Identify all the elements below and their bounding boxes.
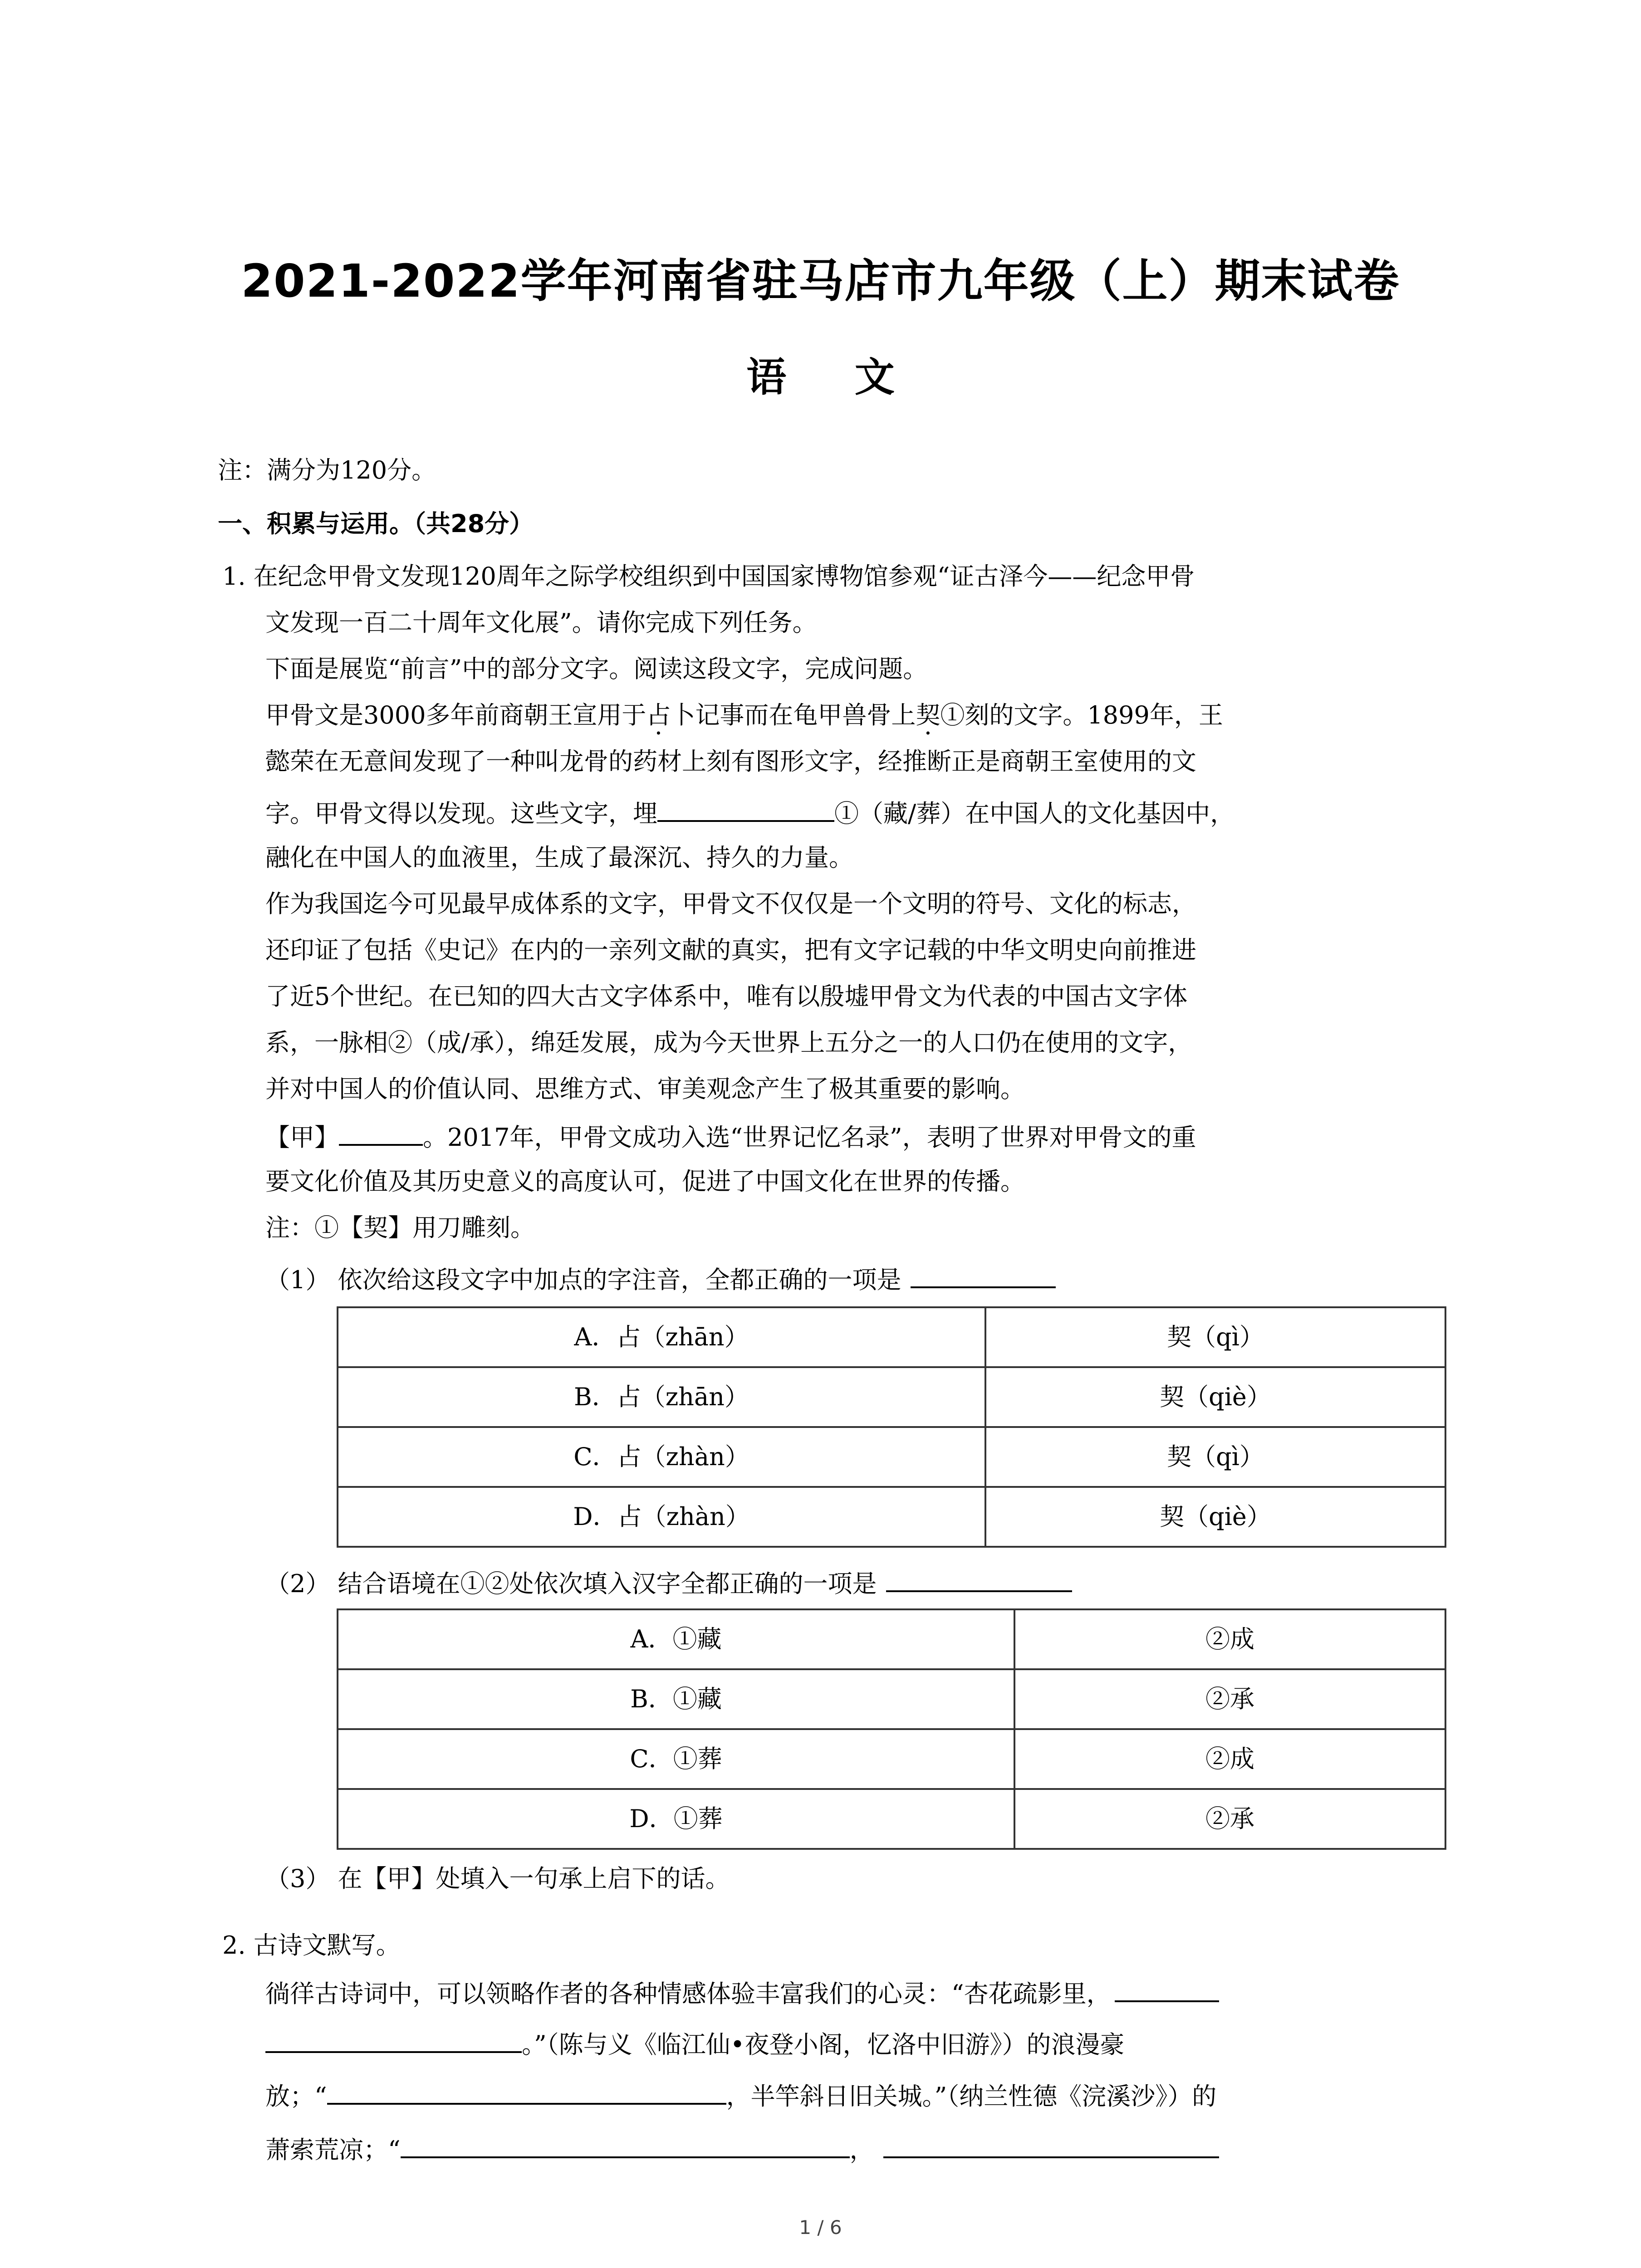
options-table-1 (337, 1306, 1446, 1548)
q1-intro-line-1: 1. 在纪念甲骨文发现120周年之际学校组织到中国国家博物馆参观“证古泽今——纪念甲骨 (222, 562, 1195, 591)
passage-line: 【甲】 。2017年，甲骨文成功入选“世界记忆名录”，表明了世界对甲骨文的重 (265, 1123, 1196, 1152)
option-cell: ②承 (1014, 1669, 1445, 1729)
option-cell: D．①葬 (338, 1789, 1014, 1849)
answer-blank[interactable] (265, 2030, 522, 2053)
subquestion-2: （2） 结合语境在①②处依次填入汉字全都正确的一项是 (265, 1569, 1072, 1596)
option-row[interactable] (338, 1789, 1445, 1849)
q2-line: 徜徉古诗词中，可以领略作者的各种情感体验丰富我们的心灵：“杏花疏影里， (265, 1980, 1219, 2006)
option-cell: 契（qiè） (985, 1367, 1445, 1427)
option-row[interactable] (338, 1487, 1445, 1547)
q2-line: 放；“ ，半竿斜日旧关城。”（纳兰性德《浣溪沙》）的 (265, 2082, 1217, 2111)
passage-line: 字。甲骨文得以发现。这些文字，埋 ①（藏/葬）在中国人的文化基因中， (265, 799, 1235, 828)
passage-line: 系，一脉相②（成/承），绵廷发展，成为今天世界上五分之一的人口仍在使用的文字， (265, 1028, 1193, 1057)
q2-line: 。”（陈与义《临江仙•夜登小阁，忆洛中旧游》）的浪漫豪 (265, 2030, 1124, 2057)
option-row[interactable] (338, 1307, 1445, 1367)
answer-blank[interactable] (339, 1123, 423, 1146)
subject-title: 语 文 (746, 354, 922, 401)
page-number: 1 / 6 (799, 2216, 842, 2239)
subquestion-3: （3） 在【甲】处填入一句承上启下的话。 (265, 1864, 730, 1893)
answer-blank[interactable] (1115, 1980, 1219, 2002)
passage-line: 融化在中国人的血液里，生成了最深沉、持久的力量。 (265, 843, 853, 872)
footnote: 注：①【契】用刀雕刻。 (265, 1213, 535, 1242)
page-title: 2021-2022学年河南省驻马店市九年级（上）期末试卷 (241, 254, 1400, 308)
score-note: 注：满分为120分。 (218, 456, 436, 484)
option-cell: 契（qì） (985, 1427, 1445, 1487)
option-cell: ②承 (1014, 1789, 1445, 1849)
q2-line: 萧索荒凉；“ ， (265, 2136, 1219, 2162)
option-cell: ②成 (1014, 1609, 1445, 1669)
answer-blank[interactable] (911, 1266, 1056, 1288)
subquestion-1: （1） 依次给这段文字中加点的字注音，全都正确的一项是 (265, 1266, 1056, 1292)
passage-line: 懿荣在无意间发现了一种叫龙骨的药材上刻有图形文字，经推断正是商朝王室使用的文 (265, 747, 1196, 776)
option-cell: A．占（zhān） (338, 1307, 985, 1367)
option-cell: C．占（zhàn） (338, 1427, 985, 1487)
option-cell: B．占（zhān） (338, 1367, 985, 1427)
option-cell: 契（qiè） (985, 1487, 1445, 1547)
passage-line: 甲骨文是3000多年前商朝王宣用于占卜记事而在龟甲兽骨上契①刻的文字。1899年，王 (265, 701, 1223, 729)
option-row[interactable] (338, 1729, 1445, 1789)
answer-blank[interactable] (327, 2082, 726, 2105)
options-table-2 (337, 1608, 1446, 1850)
answer-blank[interactable] (886, 1569, 1072, 1592)
answer-blank[interactable] (657, 799, 834, 822)
answer-blank[interactable] (883, 2136, 1219, 2158)
option-row[interactable] (338, 1669, 1445, 1729)
dotted-char: 占 (646, 701, 671, 729)
passage-line: 并对中国人的价值认同、思维方式、审美观念产生了极其重要的影响。 (265, 1075, 1025, 1103)
option-cell: D．占（zhàn） (338, 1487, 985, 1547)
option-row[interactable] (338, 1609, 1445, 1669)
answer-blank[interactable] (401, 2136, 850, 2158)
q1-task: 下面是展览“前言”中的部分文字。阅读这段文字，完成问题。 (265, 655, 928, 683)
option-cell: ②成 (1014, 1729, 1445, 1789)
option-row[interactable] (338, 1427, 1445, 1487)
option-cell: B．①藏 (338, 1669, 1014, 1729)
q2-title: 2. 古诗文默写。 (222, 1931, 401, 1960)
q1-intro-line-2: 文发现一百二十周年文化展”。请你完成下列任务。 (265, 608, 817, 637)
option-cell: 契（qì） (985, 1307, 1445, 1367)
option-cell: A．①藏 (338, 1609, 1014, 1669)
passage-line: 作为我国迄今可见最早成体系的文字，甲骨文不仅仅是一个文明的符号、文化的标志， (265, 890, 1196, 918)
section-heading: 一、积累与运用。（共28分） (218, 509, 534, 538)
option-row[interactable] (338, 1367, 1445, 1427)
dotted-char: 契 (916, 701, 941, 729)
passage-line: 还印证了包括《史记》在内的一亲列文献的真实，把有文字记载的中华文明史向前推进 (265, 936, 1196, 964)
passage-line: 要文化价值及其历史意义的高度认可，促进了中国文化在世界的传播。 (265, 1167, 1025, 1196)
option-cell: C．①葬 (338, 1729, 1014, 1789)
passage-line: 了近5个世纪。在已知的四大古文字体系中，唯有以殷墟甲骨文为代表的中国古文字体 (265, 982, 1188, 1011)
